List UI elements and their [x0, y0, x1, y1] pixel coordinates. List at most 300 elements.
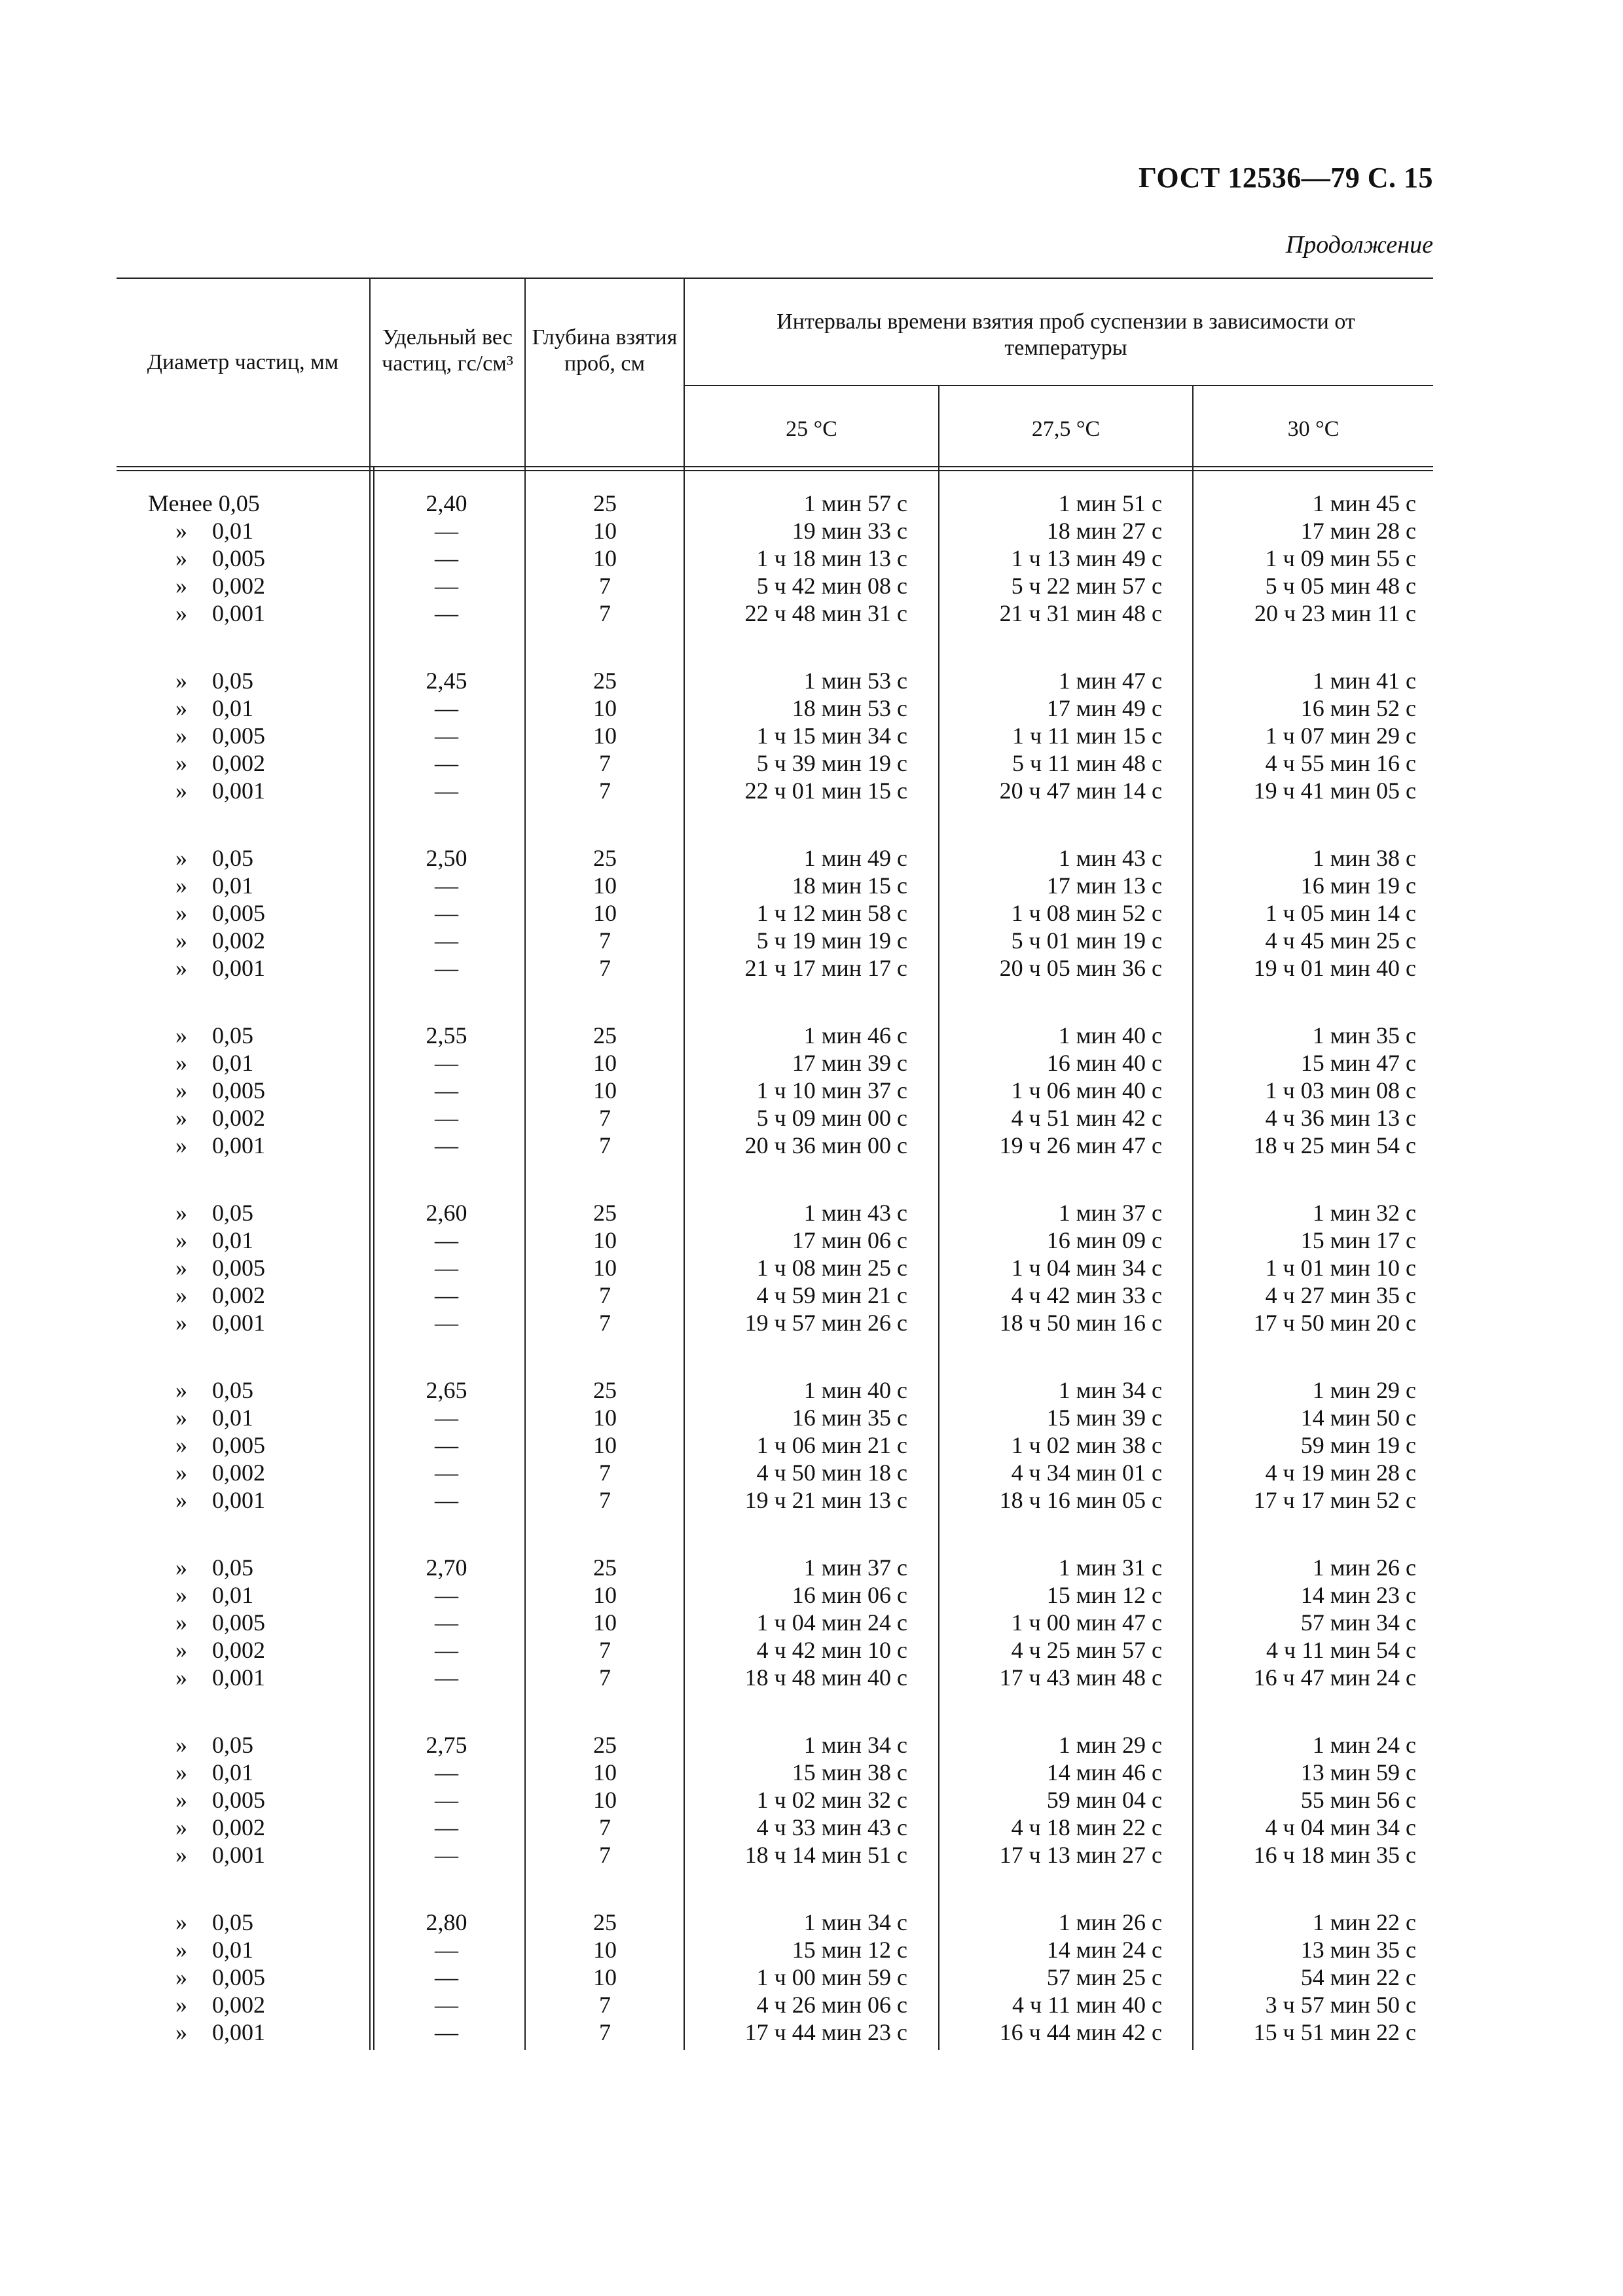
ditto-mark: »: [175, 695, 187, 721]
depth-cell: 10: [593, 1227, 617, 1253]
time-27-5-cell: 19 ч 26 мин 47 с: [999, 1132, 1162, 1158]
depth-cell: 25: [593, 845, 617, 871]
ditto-mark: »: [175, 1377, 187, 1403]
ditto-mark: »: [175, 723, 187, 749]
time-27-5-cell: 1 ч 08 мин 52 с: [1011, 900, 1162, 926]
depth-cell: 10: [593, 1937, 617, 1963]
depth-cell: 7: [599, 1637, 611, 1663]
diameter-value: 0,001: [212, 778, 265, 804]
time-25-cell: 20 ч 36 мин 00 с: [744, 1132, 907, 1158]
depth-cell: 7: [599, 1105, 611, 1131]
time-30-cell: 4 ч 27 мин 35 с: [1265, 1282, 1416, 1308]
specific-weight-cell: 2,55: [426, 1022, 467, 1049]
dash-cell: —: [435, 1664, 458, 1691]
time-27-5-cell: 14 мин 46 с: [1046, 1759, 1162, 1785]
depth-cell: 25: [593, 668, 617, 694]
time-27-5-cell: 18 мин 27 с: [1046, 518, 1162, 544]
depth-cell: 7: [599, 1460, 611, 1486]
ditto-mark: »: [175, 1937, 187, 1963]
time-27-5-cell: 1 мин 40 с: [1058, 1022, 1162, 1049]
time-25-cell: 19 ч 57 мин 26 с: [744, 1310, 907, 1336]
ditto-mark: »: [175, 2019, 187, 2045]
table-row: [117, 1964, 1433, 1991]
header-specific-weight-text: Удельный вес частиц, гс/см³: [382, 325, 513, 376]
diameter-label: Менее 0,05: [148, 490, 260, 516]
time-25-cell: 18 ч 48 мин 40 с: [744, 1664, 907, 1691]
time-27-5-cell: 14 мин 24 с: [1046, 1937, 1162, 1963]
time-27-5-cell: 1 мин 37 с: [1058, 1200, 1162, 1226]
depth-cell: 7: [599, 1814, 611, 1840]
time-27-5-cell: 5 ч 11 мин 48 с: [1012, 750, 1162, 776]
ditto-mark: »: [175, 1787, 187, 1813]
table-row: [117, 777, 1433, 804]
time-27-5-cell: 1 мин 34 с: [1058, 1377, 1162, 1403]
table-row: [117, 1077, 1433, 1104]
ditto-mark: »: [175, 1637, 187, 1663]
time-25-cell: 5 ч 19 мин 19 с: [756, 927, 907, 954]
time-30-cell: 17 ч 17 мин 52 с: [1253, 1487, 1416, 1513]
ditto-mark: »: [175, 1814, 187, 1840]
dash-cell: —: [435, 1227, 458, 1253]
diameter-value: 0,001: [212, 2019, 265, 2045]
time-25-cell: 1 ч 18 мин 13 с: [756, 545, 907, 571]
table-row: [117, 1909, 1433, 1936]
table-row: [117, 1254, 1433, 1282]
table-row: [117, 722, 1433, 749]
time-27-5-cell: 1 мин 47 с: [1058, 668, 1162, 694]
row-group: [117, 1199, 1433, 1336]
dash-cell: —: [435, 955, 458, 981]
ditto-mark: »: [175, 1132, 187, 1158]
time-25-cell: 1 ч 08 мин 25 с: [756, 1255, 907, 1281]
dash-cell: —: [435, 1964, 458, 1990]
table-row: [117, 749, 1433, 777]
diameter-value: 0,002: [212, 1105, 265, 1131]
time-30-cell: 1 мин 41 с: [1312, 668, 1416, 694]
dash-cell: —: [435, 1310, 458, 1336]
time-27-5-cell: 57 мин 25 с: [1046, 1964, 1162, 1990]
time-30-cell: 1 мин 38 с: [1312, 845, 1416, 871]
dash-cell: —: [435, 600, 458, 626]
diameter-value: 0,01: [212, 1937, 253, 1963]
time-25-cell: 22 ч 01 мин 15 с: [744, 778, 907, 804]
continuation-label: Продолжение: [1285, 231, 1433, 259]
depth-cell: 10: [593, 1609, 617, 1636]
diameter-value: 0,002: [212, 1637, 265, 1663]
diameter-value: 0,005: [212, 1077, 265, 1103]
time-25-cell: 1 мин 49 с: [803, 845, 907, 871]
ditto-mark: »: [175, 1432, 187, 1458]
depth-cell: 10: [593, 518, 617, 544]
time-25-cell: 1 ч 06 мин 21 с: [756, 1432, 907, 1458]
depth-cell: 10: [593, 1759, 617, 1785]
time-27-5-cell: 1 мин 31 с: [1058, 1554, 1162, 1581]
time-25-cell: 17 мин 39 с: [792, 1050, 907, 1076]
header-temp-30: 30 °С: [1287, 417, 1340, 441]
diameter-value: 0,005: [212, 545, 265, 571]
depth-cell: 25: [593, 1377, 617, 1403]
time-30-cell: 4 ч 55 мин 16 с: [1265, 750, 1416, 776]
dash-cell: —: [435, 900, 458, 926]
depth-cell: 10: [593, 1432, 617, 1458]
time-30-cell: 1 мин 26 с: [1312, 1554, 1416, 1581]
time-25-cell: 4 ч 42 мин 10 с: [756, 1637, 907, 1663]
row-group: [117, 844, 1433, 982]
time-30-cell: 1 мин 45 с: [1312, 490, 1416, 516]
specific-weight-cell: 2,60: [426, 1200, 467, 1226]
header-diameter: Диаметр частиц, мм: [147, 350, 339, 374]
depth-cell: 7: [599, 1282, 611, 1308]
ditto-mark: »: [175, 872, 187, 899]
time-30-cell: 59 мин 19 с: [1300, 1432, 1416, 1458]
diameter-value: 0,001: [212, 1842, 265, 1868]
time-25-cell: 15 мин 38 с: [792, 1759, 907, 1785]
time-25-cell: 4 ч 50 мин 18 с: [756, 1460, 907, 1486]
time-27-5-cell: 4 ч 11 мин 40 с: [1012, 1992, 1162, 2018]
diameter-value: 0,002: [212, 1282, 265, 1308]
specific-weight-cell: 2,45: [426, 668, 467, 694]
ditto-mark: »: [175, 927, 187, 954]
table-row: [117, 1309, 1433, 1336]
dash-cell: —: [435, 1582, 458, 1608]
time-27-5-cell: 4 ч 51 мин 42 с: [1011, 1105, 1162, 1131]
ditto-mark: »: [175, 1460, 187, 1486]
table-row: [117, 694, 1433, 722]
ditto-mark: »: [175, 1255, 187, 1281]
table-row: [117, 1991, 1433, 2018]
dash-cell: —: [435, 750, 458, 776]
diameter-value: 0,005: [212, 1432, 265, 1458]
table-row: [117, 1609, 1433, 1636]
time-30-cell: 4 ч 11 мин 54 с: [1266, 1637, 1416, 1663]
diameter-value: 0,001: [212, 1487, 265, 1513]
header-bottom-rule: [117, 466, 1433, 467]
ditto-mark: »: [175, 778, 187, 804]
depth-cell: 7: [599, 1664, 611, 1691]
depth-cell: 10: [593, 723, 617, 749]
time-27-5-cell: 17 ч 13 мин 27 с: [999, 1842, 1162, 1868]
time-25-cell: 1 мин 53 с: [803, 668, 907, 694]
ditto-mark: »: [175, 573, 187, 599]
diameter-value: 0,05: [212, 668, 253, 694]
time-27-5-cell: 18 ч 16 мин 05 с: [999, 1487, 1162, 1513]
time-25-cell: 1 ч 10 мин 37 с: [756, 1077, 907, 1103]
ditto-mark: »: [175, 750, 187, 776]
depth-cell: 10: [593, 1582, 617, 1608]
table-row: [117, 872, 1433, 899]
time-25-cell: 1 ч 04 мин 24 с: [756, 1609, 907, 1636]
table-row: [117, 1554, 1433, 1581]
dash-cell: —: [435, 1460, 458, 1486]
depth-cell: 25: [593, 1022, 617, 1049]
table-row: [117, 1936, 1433, 1964]
time-25-cell: 19 мин 33 с: [792, 518, 907, 544]
time-27-5-cell: 16 мин 40 с: [1046, 1050, 1162, 1076]
time-25-cell: 1 ч 15 мин 34 с: [756, 723, 907, 749]
time-30-cell: 16 мин 19 с: [1300, 872, 1416, 899]
table-row: [117, 2018, 1433, 2046]
time-30-cell: 14 мин 50 с: [1300, 1405, 1416, 1431]
dash-cell: —: [435, 1050, 458, 1076]
diameter-value: 0,05: [212, 1554, 253, 1581]
depth-cell: 7: [599, 1487, 611, 1513]
depth-cell: 7: [599, 600, 611, 626]
dash-cell: —: [435, 1787, 458, 1813]
dash-cell: —: [435, 1842, 458, 1868]
diameter-value: 0,002: [212, 1814, 265, 1840]
dash-cell: —: [435, 1992, 458, 2018]
table-row: [117, 1282, 1433, 1309]
dash-cell: —: [435, 2019, 458, 2045]
ditto-mark: »: [175, 845, 187, 871]
diameter-value: 0,005: [212, 1255, 265, 1281]
ditto-mark: »: [175, 955, 187, 981]
time-27-5-cell: 4 ч 25 мин 57 с: [1011, 1637, 1162, 1663]
row-group: [117, 667, 1433, 804]
table-row: [117, 600, 1433, 627]
ditto-mark: »: [175, 600, 187, 626]
header-inner-rule: [684, 385, 1433, 386]
diameter-value: 0,002: [212, 1460, 265, 1486]
table-row: [117, 1841, 1433, 1869]
ditto-mark: »: [175, 1964, 187, 1990]
depth-cell: 7: [599, 573, 611, 599]
diameter-value: 0,01: [212, 1050, 253, 1076]
time-30-cell: 19 ч 01 мин 40 с: [1253, 955, 1416, 981]
table-row: [117, 1049, 1433, 1077]
time-27-5-cell: 1 ч 06 мин 40 с: [1011, 1077, 1162, 1103]
diameter-value: 0,01: [212, 872, 253, 899]
dash-cell: —: [435, 1609, 458, 1636]
table-row: [117, 844, 1433, 872]
dash-cell: —: [435, 1637, 458, 1663]
table-row: [117, 1459, 1433, 1486]
depth-cell: 7: [599, 778, 611, 804]
table-row: [117, 545, 1433, 572]
time-27-5-cell: 1 ч 13 мин 49 с: [1011, 545, 1162, 571]
time-27-5-cell: 4 ч 18 мин 22 с: [1011, 1814, 1162, 1840]
ditto-mark: »: [175, 668, 187, 694]
time-27-5-cell: 59 мин 04 с: [1046, 1787, 1162, 1813]
table-row: [117, 490, 1433, 517]
diameter-value: 0,01: [212, 518, 253, 544]
time-27-5-cell: 17 ч 43 мин 48 с: [999, 1664, 1162, 1691]
ditto-mark: »: [175, 1664, 187, 1691]
diameter-value: 0,05: [212, 1377, 253, 1403]
time-27-5-cell: 17 мин 13 с: [1046, 872, 1162, 899]
row-group: [117, 1731, 1433, 1869]
specific-weight-cell: 2,40: [426, 490, 467, 516]
time-30-cell: 4 ч 36 мин 13 с: [1265, 1105, 1416, 1131]
depth-cell: 7: [599, 1310, 611, 1336]
ditto-mark: »: [175, 1759, 187, 1785]
time-25-cell: 4 ч 59 мин 21 с: [756, 1282, 907, 1308]
diameter-value: 0,01: [212, 1227, 253, 1253]
diameter-value: 0,01: [212, 1405, 253, 1431]
diameter-value: 0,005: [212, 1964, 265, 1990]
depth-cell: 10: [593, 1787, 617, 1813]
ditto-mark: »: [175, 1487, 187, 1513]
table-row: [117, 1376, 1433, 1404]
diameter-value: 0,001: [212, 1310, 265, 1336]
diameter-value: 0,002: [212, 573, 265, 599]
time-25-cell: 22 ч 48 мин 31 с: [744, 600, 907, 626]
dash-cell: —: [435, 545, 458, 571]
row-group: [117, 490, 1433, 627]
ditto-mark: »: [175, 518, 187, 544]
dash-cell: —: [435, 1759, 458, 1785]
time-27-5-cell: 18 ч 50 мин 16 с: [999, 1310, 1162, 1336]
table-row: [117, 1664, 1433, 1691]
ditto-mark: »: [175, 1077, 187, 1103]
ditto-mark: »: [175, 1909, 187, 1935]
table-row: [117, 1581, 1433, 1609]
diameter-value: 0,01: [212, 1759, 253, 1785]
table-row: [117, 1731, 1433, 1759]
table-row: [117, 1636, 1433, 1664]
depth-cell: 25: [593, 490, 617, 516]
ditto-mark: »: [175, 1050, 187, 1076]
time-27-5-cell: 20 ч 05 мин 36 с: [999, 955, 1162, 981]
dash-cell: —: [435, 1937, 458, 1963]
time-30-cell: 54 мин 22 с: [1300, 1964, 1416, 1990]
table-row: [117, 1199, 1433, 1227]
depth-cell: 7: [599, 1132, 611, 1158]
time-25-cell: 1 ч 00 мин 59 с: [756, 1964, 907, 1990]
diameter-value: 0,01: [212, 1582, 253, 1608]
table-row: [117, 667, 1433, 694]
ditto-mark: »: [175, 1992, 187, 2018]
time-25-cell: 15 мин 12 с: [792, 1937, 907, 1963]
time-30-cell: 1 мин 32 с: [1312, 1200, 1416, 1226]
time-27-5-cell: 5 ч 01 мин 19 с: [1011, 927, 1162, 954]
depth-cell: 7: [599, 955, 611, 981]
depth-cell: 10: [593, 1077, 617, 1103]
time-25-cell: 18 мин 53 с: [792, 695, 907, 721]
time-27-5-cell: 1 ч 02 мин 38 с: [1011, 1432, 1162, 1458]
depth-cell: 7: [599, 1842, 611, 1868]
time-30-cell: 1 мин 29 с: [1312, 1377, 1416, 1403]
header-bottom-rule-2: [117, 470, 1433, 471]
time-30-cell: 55 мин 56 с: [1300, 1787, 1416, 1813]
diameter-value: 0,05: [212, 1732, 253, 1758]
time-30-cell: 15 мин 47 с: [1300, 1050, 1416, 1076]
depth-cell: 10: [593, 545, 617, 571]
time-27-5-cell: 20 ч 47 мин 14 с: [999, 778, 1162, 804]
ditto-mark: »: [175, 1227, 187, 1253]
time-30-cell: 1 ч 05 мин 14 с: [1265, 900, 1416, 926]
depth-cell: 10: [593, 1255, 617, 1281]
time-30-cell: 14 мин 23 с: [1300, 1582, 1416, 1608]
diameter-value: 0,001: [212, 1664, 265, 1691]
diameter-value: 0,002: [212, 750, 265, 776]
time-27-5-cell: 21 ч 31 мин 48 с: [999, 600, 1162, 626]
time-30-cell: 5 ч 05 мин 48 с: [1265, 573, 1416, 599]
ditto-mark: »: [175, 1554, 187, 1581]
depth-cell: 10: [593, 1405, 617, 1431]
time-30-cell: 16 ч 47 мин 24 с: [1253, 1664, 1416, 1691]
time-30-cell: 1 ч 01 мин 10 с: [1265, 1255, 1416, 1281]
time-27-5-cell: 1 ч 11 мин 15 с: [1012, 723, 1162, 749]
ditto-mark: »: [175, 1200, 187, 1226]
specific-weight-cell: 2,50: [426, 845, 467, 871]
time-30-cell: 1 ч 09 мин 55 с: [1265, 545, 1416, 571]
table-row: [117, 899, 1433, 927]
time-30-cell: 15 ч 51 мин 22 с: [1253, 2019, 1416, 2045]
row-group: [117, 1909, 1433, 2046]
time-25-cell: 1 мин 40 с: [803, 1377, 907, 1403]
header-specific-weight: [371, 325, 524, 377]
dash-cell: —: [435, 872, 458, 899]
header-temp-27-5: 27,5 °С: [1031, 417, 1101, 441]
dash-cell: —: [435, 723, 458, 749]
ditto-mark: »: [175, 900, 187, 926]
time-25-cell: 5 ч 39 мин 19 с: [756, 750, 907, 776]
time-30-cell: 17 ч 50 мин 20 с: [1253, 1310, 1416, 1336]
time-27-5-cell: 1 мин 51 с: [1058, 490, 1162, 516]
time-25-cell: 1 мин 57 с: [803, 490, 907, 516]
table-row: [117, 954, 1433, 982]
time-30-cell: 15 мин 17 с: [1300, 1227, 1416, 1253]
time-25-cell: 1 мин 37 с: [803, 1554, 907, 1581]
time-27-5-cell: 1 мин 29 с: [1058, 1732, 1162, 1758]
dash-cell: —: [435, 1814, 458, 1840]
table-top-rule: [117, 278, 1433, 279]
time-27-5-cell: 15 мин 39 с: [1046, 1405, 1162, 1431]
dash-cell: —: [435, 1132, 458, 1158]
time-25-cell: 4 ч 33 мин 43 с: [756, 1814, 907, 1840]
diameter-value: 0,001: [212, 955, 265, 981]
time-30-cell: 1 мин 22 с: [1312, 1909, 1416, 1935]
depth-cell: 10: [593, 872, 617, 899]
time-30-cell: 13 мин 35 с: [1300, 1937, 1416, 1963]
time-30-cell: 19 ч 41 мин 05 с: [1253, 778, 1416, 804]
table-row: [117, 1786, 1433, 1814]
time-25-cell: 19 ч 21 мин 13 с: [744, 1487, 907, 1513]
time-30-cell: 1 ч 03 мин 08 с: [1265, 1077, 1416, 1103]
depth-cell: 10: [593, 1050, 617, 1076]
dash-cell: —: [435, 1405, 458, 1431]
time-30-cell: 1 ч 07 мин 29 с: [1265, 723, 1416, 749]
time-25-cell: 18 мин 15 с: [792, 872, 907, 899]
diameter-value: 0,05: [212, 845, 253, 871]
ditto-mark: »: [175, 545, 187, 571]
time-27-5-cell: 16 мин 09 с: [1046, 1227, 1162, 1253]
depth-cell: 25: [593, 1909, 617, 1935]
dash-cell: —: [435, 573, 458, 599]
table-row: [117, 517, 1433, 545]
time-30-cell: 16 ч 18 мин 35 с: [1253, 1842, 1416, 1868]
specific-weight-cell: 2,65: [426, 1377, 467, 1403]
page-header-title: ГОСТ 12536—79 С. 15: [1138, 162, 1433, 194]
time-25-cell: 21 ч 17 мин 17 с: [744, 955, 907, 981]
row-group: [117, 1376, 1433, 1514]
time-25-cell: 1 мин 34 с: [803, 1909, 907, 1935]
time-27-5-cell: 15 мин 12 с: [1046, 1582, 1162, 1608]
time-27-5-cell: 17 мин 49 с: [1046, 695, 1162, 721]
specific-weight-cell: 2,80: [426, 1909, 467, 1935]
time-25-cell: 1 мин 46 с: [803, 1022, 907, 1049]
diameter-value: 0,01: [212, 695, 253, 721]
time-25-cell: 1 мин 34 с: [803, 1732, 907, 1758]
time-30-cell: 20 ч 23 мин 11 с: [1254, 600, 1416, 626]
diameter-value: 0,002: [212, 1992, 265, 2018]
dash-cell: —: [435, 1105, 458, 1131]
time-27-5-cell: 1 мин 26 с: [1058, 1909, 1162, 1935]
time-27-5-cell: 4 ч 42 мин 33 с: [1011, 1282, 1162, 1308]
diameter-value: 0,005: [212, 1787, 265, 1813]
diameter-value: 0,005: [212, 1609, 265, 1636]
